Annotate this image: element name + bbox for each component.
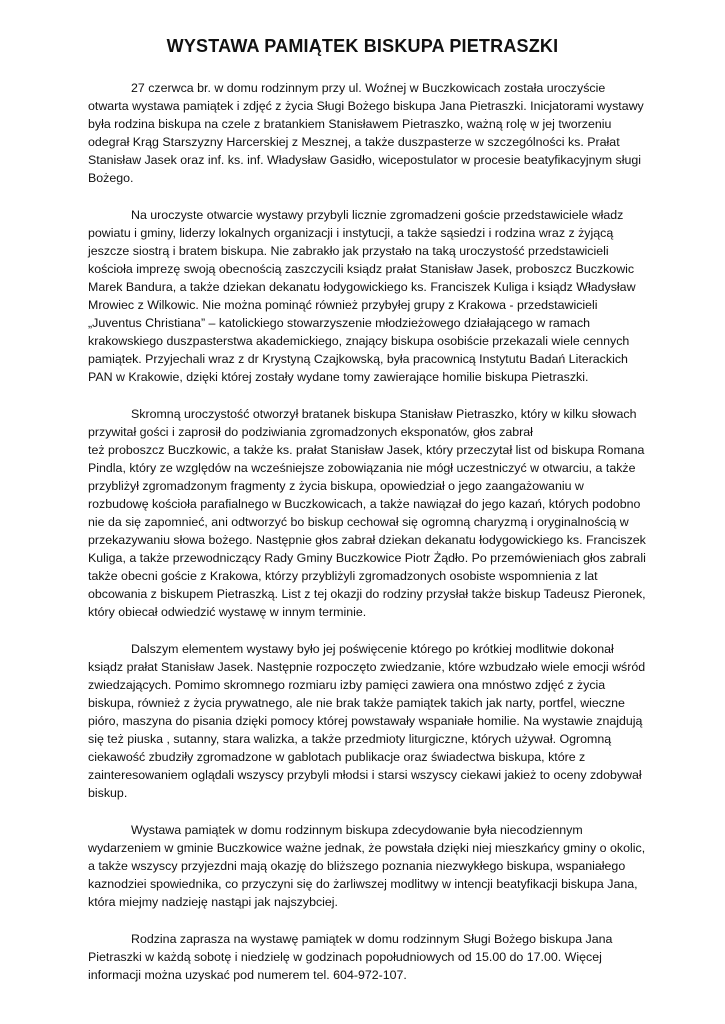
text-line: 27 czerwca br. w domu rodzinnym przy ul. Woźnej w Buczkowicach została uroczyście: [131, 81, 606, 95]
text-line: ciekawość zbudziły zgromadzone w gablotach publikacje oraz świadectwa biskupa, które z: [88, 750, 586, 764]
text-line: informacji można uzyskać pod numerem tel. 604-972-107.: [88, 968, 407, 982]
document-body: [88, 79, 646, 1003]
text-line: Dalszym elementem wystawy było jej poświęcenie którego po krótkiej modlitwie dokonał: [131, 642, 614, 656]
text-line: też proboszcz Buczkowic, a także ks. prałat Stanisław Jasek, który przeczytał list od biskupa Romana: [88, 443, 645, 457]
text-line: Na uroczyste otwarcie wystawy przybyli licznie zgromadzeni goście przedstawiciele władz: [131, 208, 624, 222]
text-line: Stanisław Jasek oraz inf. ks. inf. Władysław Gasidło, wicepostulator w procesie beatyfikacyjnym sługi: [88, 153, 641, 167]
text-line: była rodzina biskupa na czele z bratankiem Stanisławem Pietraszko, ważną rolę w jej tworzeniu: [88, 117, 612, 131]
paragraph: [88, 79, 643, 187]
text-line: także obecni goście z Krakowa, którzy przybliżyli zgromadzonych osobiste wspomnienia z lat: [88, 569, 598, 583]
text-line: Bożego.: [88, 171, 134, 185]
text-line: który obiecał odwiedzić wystawę w innym terminie.: [88, 605, 367, 619]
text-line: przekazywaniu słowa bożego. Następnie głos zabrał dziekan dekanatu łodygowickiego ks. Franciszek: [88, 533, 646, 547]
text-line: przybliżył zgromadzonym fragmenty z życia biskupa, opowiedział o jego zaangażowaniu w: [88, 479, 584, 493]
text-line: otwarta wystawa pamiątek i zdjęć z życia Sługi Bożego biskupa Jana Pietraszki. Inicjatorami wystawy: [88, 99, 644, 113]
paragraph: [88, 206, 643, 386]
text-line: zwiedzających. Pomimo skromnego rozmiaru izby pamięci zawiera ona mnóstwo zdjęć z życia: [88, 678, 606, 692]
text-line: Kuliga, a także przewodniczący Rady Gminy Buczkowice Piotr Żądło. Po przemówieniach głos zabrali: [88, 551, 646, 565]
paragraph: [88, 640, 646, 802]
text-line: powiatu i gminy, liderzy lokalnych organizacji i instytucji, a także sąsiedzi i rodzina wraz z żyjącą: [88, 226, 614, 240]
text-line: Pindla, który ze względów na wcześniejsze zobowiązania nie mógł uczestniczyć w otwarciu, a także: [88, 461, 636, 475]
text-line: „Juventus Christiana” – katolickiego stowarzyszenie młodzieżowego działającego w ramach: [88, 316, 591, 330]
text-line: pióro, maszyna do pisania dzięki pomocy której powstawały wspaniałe homilie. Na wystawie znajdują: [88, 714, 643, 728]
text-line: się też piuska , sutanny, stara walizka, a także przedmioty liturgiczne, których używał. Ogromną: [88, 732, 612, 746]
text-line: pamiątek. Przyjechali wraz z dr Krystyną Czajkowską, była pracownicą Instytutu Badań Literackich: [88, 352, 628, 366]
text-line: krakowskiego duszpasterstwa akademickiego, znający biskupa osobiście przekazali wiele cennych: [88, 334, 630, 348]
paragraph: [88, 821, 646, 911]
text-line: przywitał gości i zaprosił do podziwiania zgromadzonych eksponatów, głos zabrał: [88, 425, 533, 439]
text-line: Wystawa pamiątek w domu rodzinnym biskupa zdecydowanie była niecodziennym: [131, 823, 583, 837]
text-line: Pietraszki w każdą sobotę i niedzielę w godzinach popołudniowych od 15.00 do 17.00. Więcej: [88, 950, 602, 964]
text-line: biskupa, również z życia prywatnego, ale nie brak także pamiątek takich jak narty, portfel, wieczne: [88, 696, 625, 710]
paragraph: [88, 405, 646, 621]
text-line: PAN w Krakowie, dzięki której zostały wydane tomy zawierające homilie biskupa Pietraszki.: [88, 370, 589, 384]
text-line: Marek Bandura, a także dziekan dekanatu łodygowickiego ks. Franciszek Kuliga i ksiądz Władysław: [88, 280, 636, 294]
text-line: ksiądz prałat Stanisław Jasek. Następnie rozpoczęto zwiedzanie, które wzbudzało wiele emocji wśród: [88, 660, 646, 674]
text-line: biskup.: [88, 786, 128, 800]
text-line: Mrowiec z Wilkowic. Nie można pominąć również przybyłej grupy z Krakowa - przedstawicieli: [88, 298, 598, 312]
text-line: kaznodziei spowiednika, co przyczyni się do żarliwszej modlitwy w intencji beatyfikacji biskupa Jana,: [88, 877, 638, 891]
text-line: jeszcze siostrą i bratem biskupa. Nie zabrakło jak przystało na taką uroczystość przedstawicieli: [88, 244, 609, 258]
text-line: obcowania z biskupem Pietraszką. List z tej okazji do rodziny przysłał także biskup Tadeusz Pieronek,: [88, 587, 646, 601]
text-line: która miejmy nadzieję nastąpi jak najszybciej.: [88, 895, 338, 909]
text-line: Rodzina zaprasza na wystawę pamiątek w domu rodzinnym Sługi Bożego biskupa Jana: [131, 932, 613, 946]
text-line: kościoła imprezę swoją obecnością zaszczycili ksiądz prałat Stanisław Jasek, proboszcz Buczkowic: [88, 262, 635, 276]
text-line: a także wszyscy przyjezdni mają okazję do bliższego poznania niezwykłego biskupa, wspaniałego: [88, 859, 626, 873]
text-line: nie da się zapomnieć, ani odtworzyć bo biskup cechował się ogromną charyzmą i oryginalnością w: [88, 515, 629, 529]
text-line: zainteresowaniem oglądali wszyscy przybyli młodsi i starsi wszyscy ciekawi jakież to oceny zdobywał: [88, 768, 642, 782]
text-line: Skromną uroczystość otworzył bratanek biskupa Stanisław Pietraszko, który w kilku słowach: [131, 407, 637, 421]
paragraph: [88, 930, 643, 984]
document-title: WYSTAWA PAMIĄTEK BISKUPA PIETRASZKI: [166, 36, 559, 56]
text-line: wydarzeniem w gminie Buczkowice ważne jednak, że powstała dzięki niej mieszkańcy gminy o okolic,: [88, 841, 646, 855]
text-line: rozbudowę kościoła parafialnego w Buczkowicach, a także nawiązał do jego kazań, których podobno: [88, 497, 641, 511]
text-line: odegrał Krąg Starszyzny Harcerskiej z Mesznej, a także duszpasterze w szczególności ks. Prałat: [88, 135, 620, 149]
